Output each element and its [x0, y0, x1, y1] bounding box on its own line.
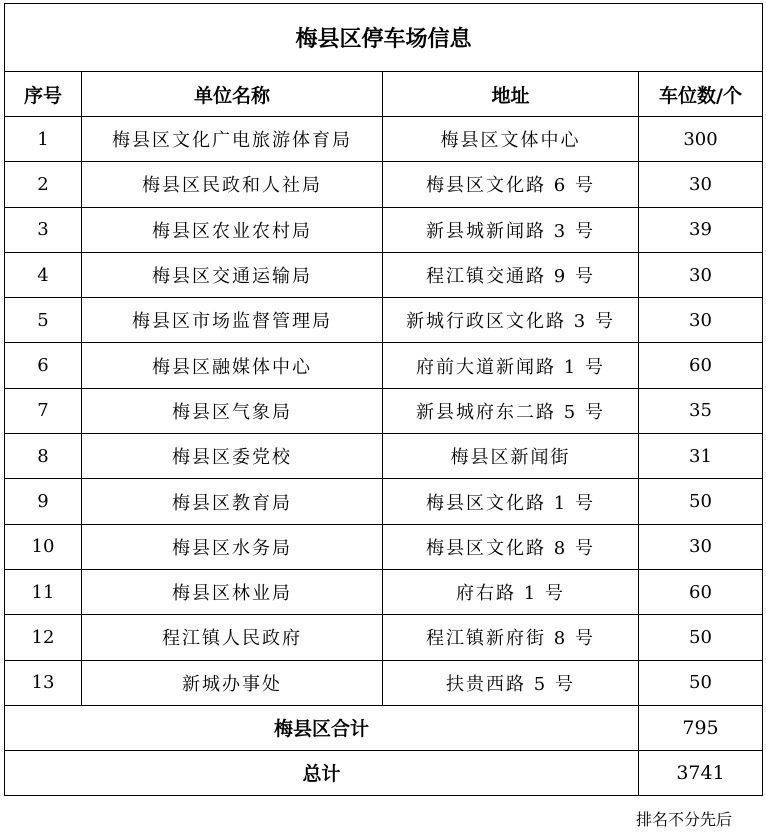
row-address: 新县城新闻路 3 号	[383, 207, 639, 252]
table-row	[5, 207, 763, 252]
row-spaces: 50	[639, 615, 763, 660]
row-unit: 梅县区委党校	[82, 434, 383, 479]
row-address: 新县城府东二路 5 号	[383, 388, 639, 433]
table-row	[5, 343, 763, 388]
total-value: 3741	[639, 750, 763, 795]
row-address: 梅县区文化路 1 号	[383, 479, 639, 524]
row-seq: 11	[5, 569, 82, 614]
row-unit: 梅县区民政和人社局	[82, 162, 383, 207]
row-unit: 梅县区市场监督管理局	[82, 298, 383, 343]
ranking-note: 排名不分先后	[635, 810, 732, 829]
row-unit: 梅县区融媒体中心	[82, 343, 383, 388]
table-row	[5, 660, 763, 705]
table-row	[5, 479, 763, 524]
subtotal-row	[5, 705, 763, 750]
row-seq: 10	[5, 524, 82, 569]
table-row	[5, 117, 763, 162]
row-address: 府右路 1 号	[383, 569, 639, 614]
row-spaces: 50	[639, 660, 763, 705]
total-label: 总计	[5, 750, 639, 795]
row-spaces: 60	[639, 569, 763, 614]
row-seq: 4	[5, 252, 82, 297]
table-row	[5, 298, 763, 343]
row-unit: 梅县区文化广电旅游体育局	[82, 117, 383, 162]
header-unit: 单位名称	[82, 72, 383, 117]
row-address: 梅县区新闻街	[383, 434, 639, 479]
table-title: 梅县区停车场信息	[5, 4, 763, 72]
total-row	[5, 750, 763, 795]
header-seq: 序号	[5, 72, 82, 117]
row-seq: 3	[5, 207, 82, 252]
header-spaces: 车位数/个	[639, 72, 763, 117]
table-row	[5, 615, 763, 660]
table-row	[5, 162, 763, 207]
row-unit: 梅县区农业农村局	[82, 207, 383, 252]
table-row	[5, 252, 763, 297]
row-unit: 梅县区教育局	[82, 479, 383, 524]
row-seq: 9	[5, 479, 82, 524]
row-address: 扶贵西路 5 号	[383, 660, 639, 705]
row-unit: 梅县区交通运输局	[82, 252, 383, 297]
row-address: 新城行政区文化路 3 号	[383, 298, 639, 343]
subtotal-label: 梅县区合计	[5, 705, 639, 750]
row-spaces: 60	[639, 343, 763, 388]
row-seq: 5	[5, 298, 82, 343]
row-seq: 7	[5, 388, 82, 433]
row-unit: 程江镇人民政府	[82, 615, 383, 660]
header-address: 地址	[383, 72, 639, 117]
row-seq: 2	[5, 162, 82, 207]
table-row	[5, 524, 763, 569]
row-seq: 13	[5, 660, 82, 705]
row-unit: 梅县区水务局	[82, 524, 383, 569]
row-spaces: 30	[639, 524, 763, 569]
row-spaces: 30	[639, 252, 763, 297]
row-address: 梅县区文化路 8 号	[383, 524, 639, 569]
row-seq: 1	[5, 117, 82, 162]
row-unit: 梅县区林业局	[82, 569, 383, 614]
row-spaces: 30	[639, 298, 763, 343]
row-spaces: 50	[639, 479, 763, 524]
row-spaces: 39	[639, 207, 763, 252]
row-address: 程江镇交通路 9 号	[383, 252, 639, 297]
table-row	[5, 434, 763, 479]
row-seq: 6	[5, 343, 82, 388]
row-spaces: 30	[639, 162, 763, 207]
row-spaces: 31	[639, 434, 763, 479]
table-row	[5, 569, 763, 614]
row-address: 梅县区文体中心	[383, 117, 639, 162]
row-unit: 梅县区气象局	[82, 388, 383, 433]
parking-info-table	[4, 3, 763, 796]
table-row	[5, 388, 763, 433]
row-seq: 8	[5, 434, 82, 479]
row-spaces: 35	[639, 388, 763, 433]
header-row	[5, 72, 763, 117]
row-seq: 12	[5, 615, 82, 660]
row-address: 程江镇新府街 8 号	[383, 615, 639, 660]
row-unit: 新城办事处	[82, 660, 383, 705]
row-address: 府前大道新闻路 1 号	[383, 343, 639, 388]
subtotal-value: 795	[639, 705, 763, 750]
row-spaces: 300	[639, 117, 763, 162]
row-address: 梅县区文化路 6 号	[383, 162, 639, 207]
